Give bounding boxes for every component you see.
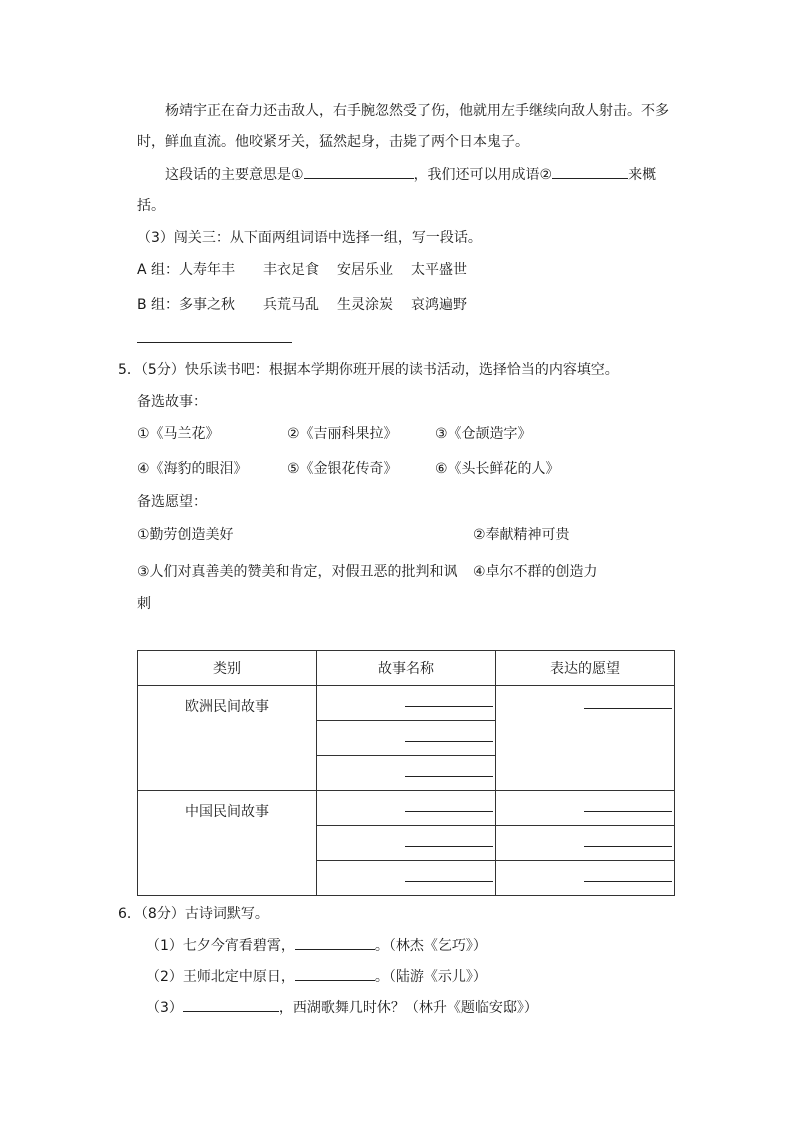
wishes-label: 备选愿望： [137, 494, 207, 510]
summary-prefix: 这段话的主要意思是① [165, 167, 304, 183]
wish-option-continued: 刺 [137, 596, 151, 612]
poem-after: ，西湖歌舞几时休？（林升《题临安邸》） [278, 1000, 538, 1016]
poem-item-1 [146, 935, 487, 956]
q3-title: （3）闯关三：从下面两组词语中选择一组，写一段话。 [137, 230, 482, 246]
group-a-word: 安居乐业 [337, 262, 393, 278]
story-cell[interactable] [317, 686, 496, 721]
answer-line[interactable] [584, 708, 672, 709]
answer-line[interactable] [584, 846, 672, 847]
writing-line[interactable] [137, 342, 292, 343]
group-b-word: 兵荒马乱 [263, 297, 319, 313]
group-b-label: B 组： [137, 297, 180, 313]
poem-before: 七夕今宵看碧霄， [182, 938, 295, 954]
group-a-word: 人寿年丰 [179, 262, 235, 278]
wish-option: ③人们对真善美的赞美和肯定，对假丑恶的批判和讽 [137, 564, 458, 580]
summary-question [165, 164, 656, 185]
wish-cell[interactable] [496, 861, 675, 896]
q5-title: 5．（5分）快乐读书吧：根据本学期你班开展的读书活动，选择恰当的内容填空。 [118, 362, 619, 378]
answer-line[interactable] [405, 706, 493, 707]
passage-line-1: 杨靖宇正在奋力还击敌人，右手腕忽然受了伤，他就用左手继续向敌人射击。不多 [165, 103, 669, 119]
answer-line[interactable] [584, 881, 672, 882]
poem-item-2 [146, 966, 487, 987]
story-option: ③《仓颉造字》 [435, 426, 532, 442]
poem-blank[interactable] [183, 997, 279, 1012]
poem-num: （3） [146, 1000, 183, 1016]
group-b [137, 295, 467, 315]
category-chinese: 中国民间故事 [138, 791, 317, 896]
story-cell[interactable] [317, 721, 496, 756]
answer-blank-1[interactable] [304, 164, 414, 179]
header-category: 类别 [138, 651, 317, 686]
answer-line[interactable] [405, 741, 493, 742]
header-story-name: 故事名称 [317, 651, 496, 686]
story-cell[interactable] [317, 756, 496, 791]
poem-num: （1） [146, 938, 183, 954]
story-option: ①《马兰花》 [137, 426, 220, 442]
group-a-word: 太平盛世 [411, 262, 467, 278]
answer-line[interactable] [405, 881, 493, 882]
group-b-word: 多事之秋 [179, 297, 235, 313]
story-table [137, 650, 675, 896]
wish-cell[interactable] [496, 791, 675, 826]
passage-line-2: 时，鲜血直流。他咬紧牙关，猛然起身，击毙了两个日本鬼子。 [137, 134, 529, 150]
answer-line[interactable] [405, 776, 493, 777]
wish-option: ②奉献精神可贵 [473, 527, 570, 543]
summary-suffix: 来概 [628, 167, 657, 183]
wish-cell[interactable] [496, 686, 675, 791]
poem-after: 。（林杰《乞巧》） [374, 938, 487, 954]
poem-blank[interactable] [295, 966, 375, 981]
poem-blank[interactable] [295, 935, 375, 950]
story-option: ④《海豹的眼泪》 [137, 461, 248, 477]
wish-option: ①勤劳创造美好 [137, 527, 234, 543]
poem-num: （2） [146, 969, 183, 985]
answer-blank-2[interactable] [552, 164, 628, 179]
group-a [137, 260, 467, 280]
wish-option: ④卓尔不群的创造力 [473, 564, 598, 580]
story-option: ⑤《金银花传奇》 [287, 461, 398, 477]
story-cell[interactable] [317, 791, 496, 826]
stories-label: 备选故事： [137, 394, 207, 410]
category-european: 欧洲民间故事 [138, 686, 317, 791]
wish-cell[interactable] [496, 826, 675, 861]
poem-item-3 [146, 997, 538, 1018]
story-cell[interactable] [317, 861, 496, 896]
answer-line[interactable] [405, 846, 493, 847]
answer-line[interactable] [405, 811, 493, 812]
header-wish: 表达的愿望 [496, 651, 675, 686]
poem-before: 王师北定中原日， [182, 969, 295, 985]
summary-mid: ，我们还可以用成语② [413, 167, 553, 183]
story-option: ⑥《头长鲜花的人》 [435, 461, 560, 477]
story-option: ②《吉丽科果拉》 [287, 426, 398, 442]
group-a-word: 丰衣足食 [263, 262, 319, 278]
summary-end: 括。 [137, 198, 165, 214]
group-b-word: 生灵涂炭 [337, 297, 393, 313]
poem-after: 。（陆游《示儿》） [374, 969, 487, 985]
answer-line[interactable] [584, 811, 672, 812]
story-cell[interactable] [317, 826, 496, 861]
q6-title: 6．（8分）古诗词默写。 [118, 906, 269, 922]
group-b-word: 哀鸿遍野 [411, 297, 467, 313]
group-a-label: A 组： [137, 262, 180, 278]
